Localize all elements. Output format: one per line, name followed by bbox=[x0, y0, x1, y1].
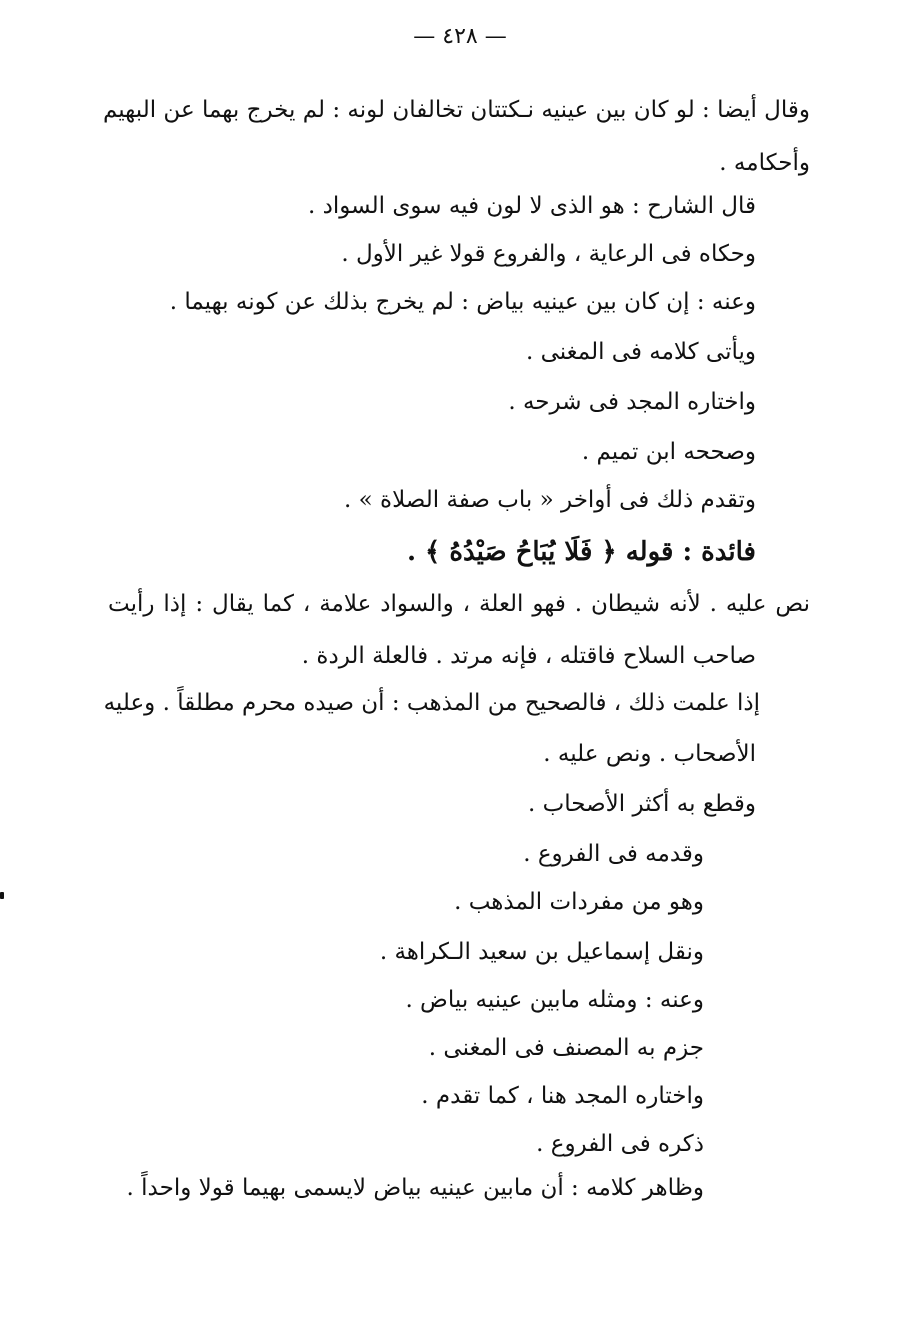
text-line: قال الشارح : هو الذى لا لون فيه سوى السواد . bbox=[308, 193, 756, 219]
text-line: ذكره فى الفروع . bbox=[536, 1131, 704, 1157]
text-line: نص عليه . لأنه شيطان . فهو العلة ، والسواد علامة ، كما يقال : إذا رأيت bbox=[108, 591, 810, 617]
text-line: وعنه : ومثله مابين عينيه بياض . bbox=[405, 987, 704, 1013]
text-line: وتقدم ذلك فى أواخر « باب صفة الصلاة » . bbox=[344, 487, 756, 513]
text-line: إذا علمت ذلك ، فالصحيح من المذهب : أن صيده محرم مطلقاً . وعليه bbox=[103, 690, 760, 716]
text-line: وحكاه فى الرعاية ، والفروع قولا غير الأول . bbox=[341, 241, 756, 267]
page-number: — ٤٢٨ — bbox=[413, 24, 507, 49]
text-line: ونقل إسماعيل بن سعيد الـكراهة . bbox=[379, 939, 704, 965]
text-line: وصححه ابن تميم . bbox=[581, 439, 756, 465]
text-line: وعنه : إن كان بين عينيه بياض : لم يخرج بذلك عن كونه بهيما . bbox=[169, 289, 756, 315]
text-line: وقطع به أكثر الأصحاب . bbox=[527, 791, 756, 817]
text-line: واختاره المجد هنا ، كما تقدم . bbox=[421, 1083, 704, 1109]
text-line: وقدمه فى الفروع . bbox=[523, 841, 704, 867]
margin-mark bbox=[0, 892, 4, 899]
text-line: وهو من مفردات المذهب . bbox=[454, 889, 704, 915]
text-line: صاحب السلاح فاقتله ، فإنه مرتد . فالعلة الردة . bbox=[301, 643, 756, 669]
text-line: جزم به المصنف فى المغنى . bbox=[428, 1035, 704, 1061]
text-line: الأصحاب . ونص عليه . bbox=[543, 741, 756, 767]
text-line: وأحكامه . bbox=[719, 150, 810, 176]
text-line: وقال أيضا : لو كان بين عينيه نـكتتان تخالفان لونه : لم يخرج بهما عن البهيم bbox=[102, 97, 810, 123]
text-line: واختاره المجد فى شرحه . bbox=[508, 389, 756, 415]
text-line: وظاهر كلامه : أن مابين عينيه بياض لايسمى بهيما قولا واحداً . bbox=[126, 1175, 704, 1201]
text-line: ويأتى كلامه فى المغنى . bbox=[525, 339, 756, 365]
benefit-heading: فائدة : قوله ﴿ فَلَا يُبَاحُ صَيْدُهُ ﴾ . bbox=[406, 537, 756, 567]
